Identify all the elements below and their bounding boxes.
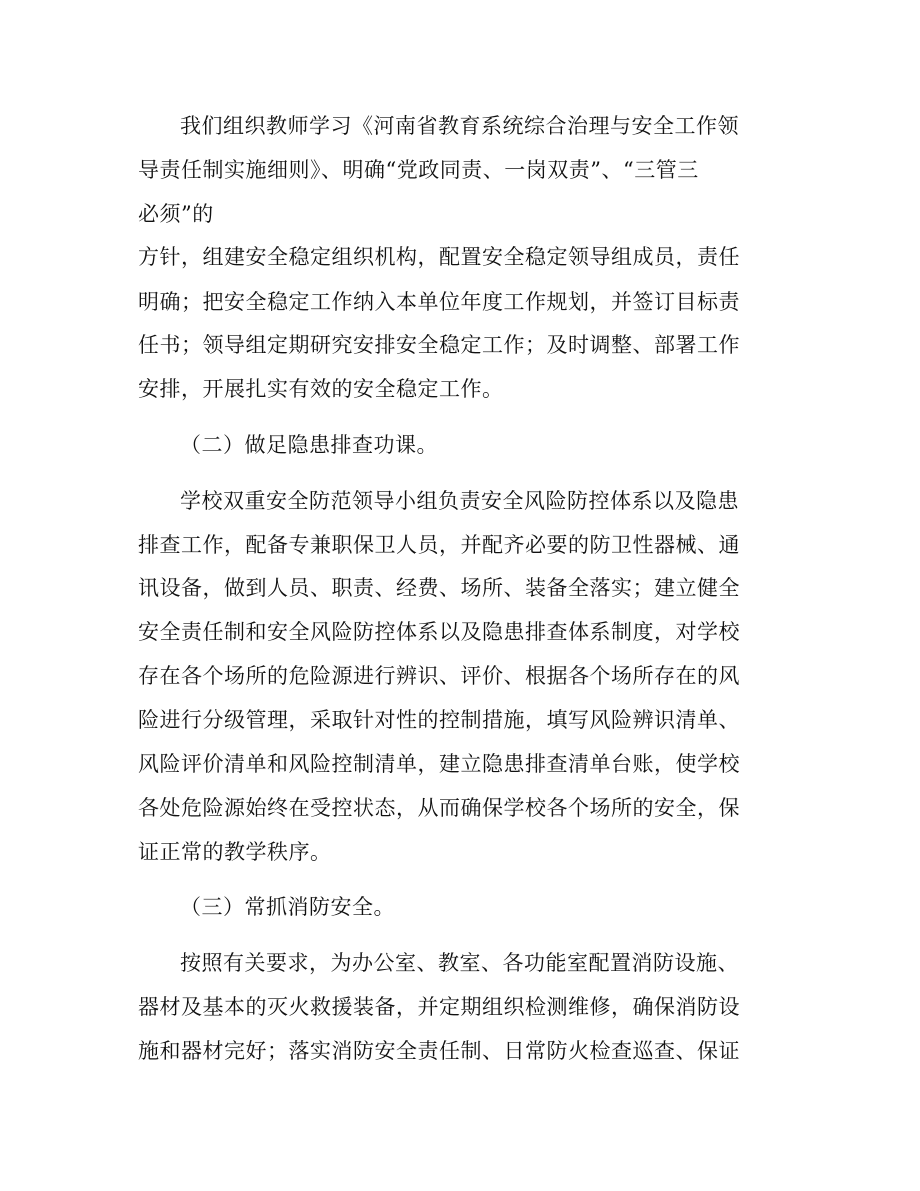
paragraph-line: 必须”的 — [138, 202, 214, 226]
paragraph-line: 器材及基本的灭火救援装备，并定期组织检测维修，确保消防设 — [138, 995, 740, 1019]
section-heading-3: （三）常抓消防安全。 — [180, 895, 395, 919]
paragraph-line: 明确；把安全稳定工作纳入本单位年度工作规划，并签订目标责 — [138, 290, 740, 314]
paragraph-line: 施和器材完好；落实消防安全责任制、日常防火检查巡查、保证 — [138, 1039, 740, 1063]
paragraph-line: 任书；领导组定期研究安排安全稳定工作；及时调整、部署工作 — [138, 333, 740, 357]
paragraph-line: 安全责任制和安全风险防控体系以及隐患排查体系制度，对学校 — [138, 620, 740, 644]
paragraph-line: 各处危险源始终在受控状态，从而确保学校各个场所的安全，保 — [138, 796, 740, 820]
paragraph-line: 我们组织教师学习《河南省教育系统综合治理与安全工作领 — [180, 114, 739, 138]
paragraph-line: 排查工作，配备专兼职保卫人员，并配齐必要的防卫性器械、通 — [138, 533, 740, 557]
paragraph-line: 按照有关要求，为办公室、教室、各功能室配置消防设施、 — [180, 951, 739, 975]
paragraph-line: 方针，组建安全稳定组织机构，配置安全稳定领导组成员，责任 — [138, 245, 740, 269]
paragraph-line: 安排，开展扎实有效的安全稳定工作。 — [138, 377, 504, 401]
paragraph-line: 讯设备，做到人员、职责、经费、场所、装备全落实；建立健全 — [138, 576, 740, 600]
paragraph-line: 风险评价清单和风险控制清单，建立隐患排查清单台账，使学校 — [138, 752, 740, 776]
paragraph-line: 证正常的教学秩序。 — [138, 840, 332, 864]
paragraph-line: 存在各个场所的危险源进行辨识、评价、根据各个场所存在的风 — [138, 664, 740, 688]
section-heading-2: （二）做足隐患排查功课。 — [180, 433, 438, 457]
paragraph-line: 导责任制实施细则》、明确“党政同责、一岗双责”、“三管三 — [138, 158, 699, 182]
paragraph-line: 险进行分级管理，采取针对性的控制措施，填写风险辨识清单、 — [138, 708, 740, 732]
paragraph-line: 学校双重安全防范领导小组负责安全风险防控体系以及隐患 — [180, 489, 739, 513]
